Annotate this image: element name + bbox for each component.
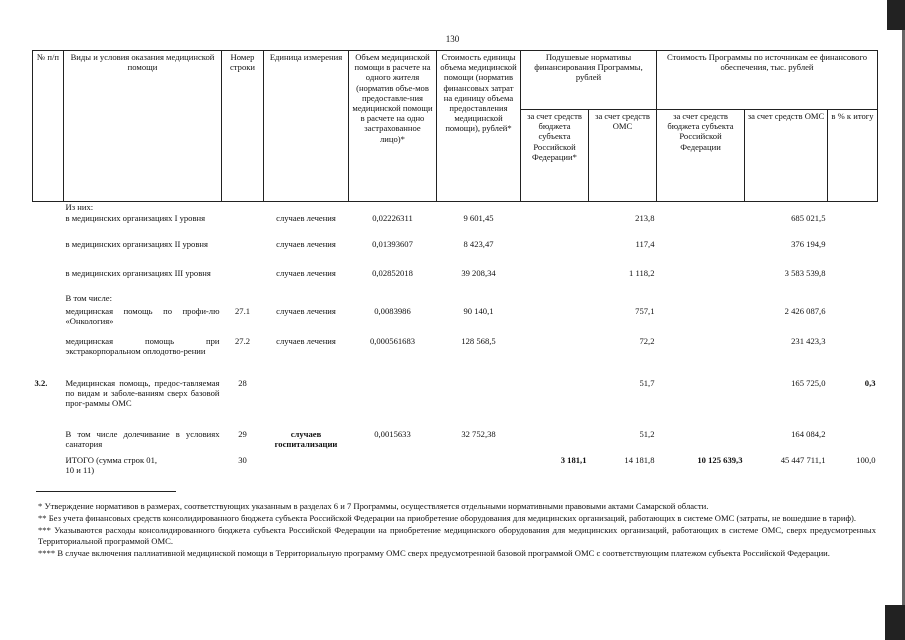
- cell-prog-budget: [657, 268, 745, 293]
- cell-unit: [264, 455, 349, 477]
- cell-num: 3.2.: [34, 377, 48, 388]
- cell-volume: [349, 293, 437, 306]
- table-row: [33, 336, 878, 378]
- cell-cost: 32 752,38: [461, 428, 496, 439]
- cell-name: в медицинских организациях III уровня: [65, 267, 211, 278]
- cell-prog-budget: [657, 293, 745, 306]
- scan-edge-bottom: [885, 605, 905, 640]
- footnotes: [38, 501, 876, 560]
- cell-norm-oms: [589, 293, 657, 306]
- cell-prog-pct: [828, 336, 878, 378]
- cell-prog-budget: 10 125 639,3: [697, 454, 743, 465]
- cell-norm-oms: 117,4: [635, 238, 655, 249]
- header-program-group: Стоимость Программы по источникам ее финансового обеспечения, тыс. рублей: [657, 51, 878, 110]
- cell-row: [222, 293, 264, 306]
- cell-volume: [349, 378, 437, 429]
- cell-name: В том числе:: [65, 292, 112, 303]
- cell-unit: [264, 378, 349, 429]
- cell-row: [222, 239, 264, 268]
- financing-table: [32, 50, 878, 477]
- cell-norm-budget: [521, 202, 589, 213]
- cell-norm-budget: [521, 239, 589, 268]
- cell-row: [222, 268, 264, 293]
- cell-unit: случаев лечения: [276, 335, 336, 346]
- table-row: [33, 429, 878, 455]
- cell-name: в медицинских организациях I уровня: [65, 212, 206, 223]
- cell-volume: 0,000561683: [369, 335, 416, 346]
- cell-row: [222, 213, 264, 239]
- cell-norm-budget: [521, 429, 589, 455]
- cell-num: [33, 429, 64, 455]
- cell-unit: [264, 202, 349, 213]
- cell-prog-oms: 45 447 711,1: [780, 454, 826, 465]
- cell-prog-oms: 685 021,5: [791, 212, 826, 223]
- cell-norm-budget: 3 181,1: [560, 454, 587, 465]
- cell-cost: [437, 293, 521, 306]
- cell-cost: 128 568,5: [461, 335, 496, 346]
- cell-norm-oms: 14 181,8: [624, 454, 655, 465]
- footnote-separator: [36, 491, 176, 492]
- cell-prog-oms: 376 194,9: [791, 238, 826, 249]
- cell-num: [33, 239, 64, 268]
- cell-cost: [437, 378, 521, 429]
- cell-name: Медицинская помощь, предос-тавляемая по видам и заболе-ваниям сверх базовой прог-раммы ОМС: [65, 377, 220, 408]
- cell-unit: [264, 293, 349, 306]
- cell-volume: 0,02852018: [372, 267, 413, 278]
- cell-norm-budget: [521, 306, 589, 336]
- cell-prog-oms: 165 725,0: [791, 377, 826, 388]
- cell-name: ИТОГО (сумма строк 01, 10 и 11): [65, 454, 158, 475]
- cell-cost: [437, 202, 521, 213]
- header-cost: Стоимость единицы объема медицинской помощи (норматив финансовых затрат на единицу объема предоставления медицинской помощи), рублей*: [437, 51, 521, 202]
- cell-name: В том числе долечивание в условиях санатория: [65, 428, 220, 449]
- cell-volume: 0,0015633: [374, 428, 411, 439]
- table-row: [33, 239, 878, 268]
- cell-prog-budget: [657, 336, 745, 378]
- cell-name: медицинская помощь при экстракорпоральном оплодотво-рении: [65, 335, 220, 356]
- cell-norm-budget: [521, 213, 589, 239]
- cell-name: в медицинских организациях II уровня: [65, 238, 208, 249]
- table-row: [33, 378, 878, 429]
- cell-prog-pct: [828, 213, 878, 239]
- cell-num: [33, 306, 64, 336]
- table-row: [33, 268, 878, 293]
- cell-row: 27.2: [234, 335, 251, 346]
- cell-prog-budget: [657, 239, 745, 268]
- scan-edge-top: [887, 0, 905, 30]
- cell-prog-pct: 100,0: [856, 454, 876, 465]
- cell-prog-oms: [745, 293, 828, 306]
- table-row: [33, 455, 878, 477]
- cell-unit: случаев лечения: [276, 238, 336, 249]
- cell-cost: 9 601,45: [463, 212, 494, 223]
- cell-prog-oms: 2 426 087,6: [784, 305, 826, 316]
- cell-prog-pct: [828, 239, 878, 268]
- cell-volume: 0,02226311: [372, 212, 413, 223]
- header-num: № п/п: [33, 51, 64, 202]
- cell-volume: 0,0083986: [374, 305, 411, 316]
- cell-norm-budget: [521, 268, 589, 293]
- cell-prog-budget: [657, 306, 745, 336]
- table-row: [33, 306, 878, 336]
- cell-prog-pct: [828, 429, 878, 455]
- header-row-number: Номер строки: [222, 51, 264, 202]
- cell-norm-oms: 757,1: [635, 305, 655, 316]
- cell-norm-oms: [589, 202, 657, 213]
- cell-volume: [349, 202, 437, 213]
- cell-num: [33, 202, 64, 213]
- cell-num: [33, 336, 64, 378]
- cell-prog-oms: 231 423,3: [791, 335, 826, 346]
- cell-unit: случаев лечения: [276, 212, 336, 223]
- cell-norm-oms: 72,2: [639, 335, 655, 346]
- cell-prog-budget: [657, 202, 745, 213]
- cell-row: 29: [238, 428, 247, 439]
- cell-prog-pct: [828, 306, 878, 336]
- cell-unit: случаев лечения: [276, 267, 336, 278]
- header-program-percent: в % к итогу: [828, 110, 878, 202]
- cell-prog-pct: [828, 293, 878, 306]
- header-name: Виды и условия оказания медицинской помощи: [64, 51, 222, 202]
- cell-cost: 90 140,1: [463, 305, 494, 316]
- cell-unit: случаев госпитализации: [274, 428, 338, 449]
- cell-row: 28: [238, 377, 247, 388]
- header-volume: Объем медицинской помощи в расчете на одного жителя (норматив объе-мов предоставле-ния медицинской помощи в расчете на одно застрахованное лицо)*: [349, 51, 437, 202]
- cell-volume: [349, 455, 437, 477]
- cell-num: [33, 293, 64, 306]
- cell-norm-oms: 213,8: [635, 212, 655, 223]
- cell-num: [33, 455, 64, 477]
- cell-norm-budget: [521, 293, 589, 306]
- cell-row: 30: [238, 454, 247, 465]
- cell-prog-pct: 0,3: [864, 377, 876, 388]
- table-row: [33, 202, 878, 213]
- cell-norm-oms: 1 118,2: [629, 267, 655, 278]
- cell-prog-budget: [657, 429, 745, 455]
- header-norm-oms: за счет средств ОМС: [589, 110, 657, 202]
- cell-cost: 39 208,34: [461, 267, 496, 278]
- cell-prog-pct: [828, 202, 878, 213]
- header-norm-budget: за счет средств бюджета субъекта Российской Федерации*: [521, 110, 589, 202]
- cell-row: [222, 202, 264, 213]
- cell-name: Из них:: [65, 202, 94, 212]
- footnote: * Утверждение нормативов в размерах, соответствующих указанным в разделах 6 и 7 Программы, осуществляется отдельными нормативными правовыми актами Самарской области.: [38, 501, 709, 511]
- header-unit: Единица измерения: [264, 51, 349, 202]
- cell-prog-oms: 164 084,2: [791, 428, 826, 439]
- table-row: [33, 293, 878, 306]
- cell-row: 27.1: [234, 305, 251, 316]
- table-row: [33, 213, 878, 239]
- cell-prog-budget: [657, 213, 745, 239]
- cell-prog-oms: 3 583 539,8: [784, 267, 826, 278]
- cell-prog-oms: [745, 202, 828, 213]
- cell-prog-budget: [657, 378, 745, 429]
- header-program-oms: за счет средств ОМС: [745, 110, 828, 202]
- cell-norm-oms: 51,7: [639, 377, 655, 388]
- cell-prog-pct: [828, 268, 878, 293]
- cell-norm-oms: 51,2: [639, 428, 655, 439]
- cell-norm-budget: [521, 336, 589, 378]
- cell-cost: [437, 455, 521, 477]
- cell-volume: 0,01393607: [372, 238, 413, 249]
- cell-name: медицинская помощь по профи-лю «Онкология»: [65, 305, 220, 326]
- cell-num: [33, 213, 64, 239]
- cell-num: [33, 268, 64, 293]
- footnote: ** Без учета финансовых средств консолидированного бюджета субъекта Российской Федерации на приобретение оборудования для медицинских организаций, работающих в системе ОМС (затраты, не вошедшие в тариф).: [38, 513, 857, 524]
- header-norm-group: Подушевые нормативы финансирования Программы, рублей: [521, 51, 657, 110]
- footnote: *** Указываются расходы консолидированного бюджета субъекта Российской Федерации на приобретение медицинского оборудования для медицинских организаций, работающих в системе ОМС, сверх предусмотренных Территориальной программой ОМС.: [38, 525, 876, 546]
- cell-cost: 8 423,47: [463, 238, 494, 249]
- page-number: 130: [445, 34, 460, 44]
- cell-unit: случаев лечения: [276, 305, 336, 316]
- header-program-budget: за счет средств бюджета субъекта Российской Федерации: [657, 110, 745, 202]
- cell-norm-budget: [521, 378, 589, 429]
- footnote: **** В случае включения паллиативной медицинской помощи в Территориальную программу ОМС сверх предусмотренной базовой программой ОМС с соответствующим платежом субъекта Российской Федерации.: [38, 547, 830, 558]
